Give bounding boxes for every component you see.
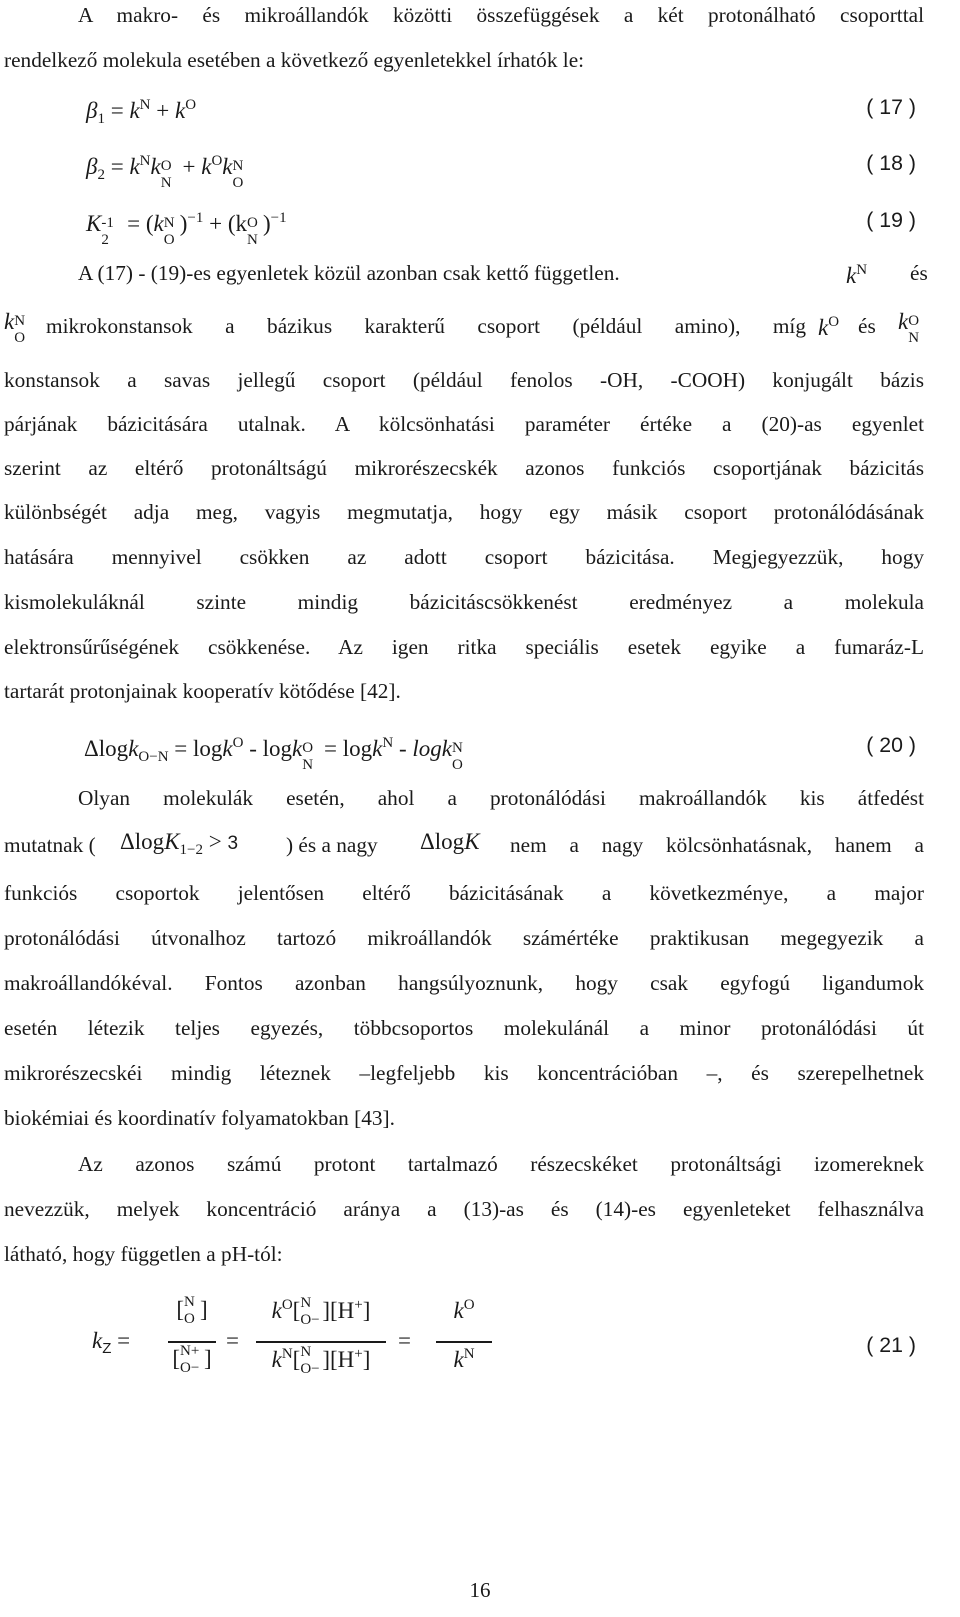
para1-line-8: kismolekuláknál szinte mindig bázicitáscsökkenést eredményez a molekula [4, 590, 924, 614]
frac2-bar [256, 1341, 386, 1343]
equals-2: = [226, 1328, 239, 1353]
equation-number-19: ( 19 ) [866, 208, 916, 232]
para2-line-5: makroállandókéval. Fontos azonban hangsúlyoznunk, hogy csak egyfogú ligandumok [4, 971, 924, 995]
intro-line-2: rendelkező molekula esetében a következő egyenletekkel írhatók le: [4, 48, 585, 72]
equation-17: $\beta_1 = k^N + k^O$ [86, 97, 197, 127]
equation-20: Δlogk$_{O-N}$ = logk$^O$ - logk O N = logk$^N$ - logk N O [84, 735, 463, 773]
para2-line-2b: ) és a nagy [286, 833, 378, 857]
para2-line-6: esetén létezik teljes egyezés, többcsoportos molekulánál a minor protonálódási út [4, 1016, 924, 1040]
equation-number-21: ( 21 ) [866, 1333, 916, 1357]
frac2-numerator: $k^O$[ N O− ][H+] [271, 1294, 371, 1328]
frac3-denominator: $k^N$ [453, 1346, 475, 1372]
frac2-denominator: $k^N$[ N O− ][H+] [271, 1343, 371, 1377]
para1-line-2b: és [858, 314, 876, 338]
para1-line-2a: mikrokonstansok a bázikus karakterű csoport (például amino), míg [46, 314, 806, 338]
k-N-symbol: $k^N$ [846, 262, 868, 288]
frac3-numerator: $k^O$ [453, 1297, 475, 1323]
para2-line-8: biokémiai és koordinatív folyamatokban [43]. [4, 1106, 395, 1130]
para2-line-1: Olyan molekulák esetén, ahol a protonálódási makroállandók kis átfedést [78, 786, 924, 810]
kz-lhs: $k_Z$ = [92, 1328, 131, 1357]
k-O-symbol: $k^O$ [818, 314, 840, 340]
para2-line-4: protonálódási útvonalhoz tartozó mikroállandók számértéke praktikusan megegyezik a [4, 926, 924, 950]
para1-line-1b: és [910, 261, 928, 285]
para1-line-7: hatására mennyivel csökken az adott csoport bázicitása. Megjegyezzük, hogy [4, 545, 924, 569]
para2-line-7: mikrorészecskéi mindig léteznek –legfeljebb kis koncentrációban –, és szerepelhetnek [4, 1061, 924, 1085]
para2-line-3: funkciós csoportok jelentősen eltérő bázicitásának a következménye, a major [4, 881, 924, 905]
delta-logK-inequality: ΔlogK$_{1-2}$ > 3 [120, 829, 239, 858]
para3-line-3: látható, hogy független a pH-tól: [4, 1242, 283, 1266]
para1-line-3: konstansok a savas jellegű csoport (például fenolos -OH, -COOH) konjugált bázis [4, 368, 924, 392]
para1-line-9: elektronsűrűségének csökkenése. Az igen ritka speciális esetek egyike a fumaráz-L [4, 635, 924, 659]
frac1-numerator: [ N O ] [176, 1293, 208, 1327]
para1-line-4: párjának bázicitására utalnak. A kölcsönhatási paraméter értéke a (20)-as egyenlet [4, 412, 924, 436]
para1-line-5: szerint az eltérő protonáltságú mikrorészecskék azonos funkciós csoportjának bázicitás [4, 456, 924, 480]
equation-number-18: ( 18 ) [866, 151, 916, 175]
equation-19: K -1 2 = (k N O )$^{-1}$ + (k O N )$^{-1}$ [86, 210, 287, 248]
para3-line-1: Az azonos számú protont tartalmazó részecskéket protonáltsági izomereknek [78, 1152, 924, 1176]
frac1-denominator: [ N+ O− ] [172, 1342, 212, 1376]
k-N-O-symbol: k O N [898, 309, 920, 346]
page-number: 16 [469, 1578, 491, 1602]
para3-line-2: nevezzük, melyek koncentráció aránya a (13)-as és (14)-es egyenleteket felhasználva [4, 1197, 924, 1221]
para1-line-6: különbségét adja meg, vagyis megmutatja, hogy egy másik csoport protonálódásának [4, 500, 924, 524]
k-O-N-symbol: k N O [4, 309, 26, 346]
frac3-bar [436, 1341, 492, 1343]
equation-number-17: ( 17 ) [866, 95, 916, 119]
equation-number-20: ( 20 ) [866, 733, 916, 757]
para2-line-2c: nem a nagy kölcsönhatásnak, hanem a [510, 833, 924, 857]
delta-logK: ΔlogK [420, 829, 480, 854]
intro-line-1: A makro- és mikroállandók közötti összefüggések a két protonálható csoporttal [78, 3, 924, 27]
para1-line-1a: A (17) - (19)-es egyenletek közül azonban csak kettő független. [78, 261, 620, 285]
para1-line-10: tartarát protonjainak kooperatív kötődése [42]. [4, 679, 401, 703]
para2-line-2a: mutatnak ( [4, 833, 96, 857]
equation-18: $\beta_2 = k^Nk$ O N + $k^Ok$ N O [86, 153, 244, 191]
equals-3: = [398, 1328, 411, 1353]
